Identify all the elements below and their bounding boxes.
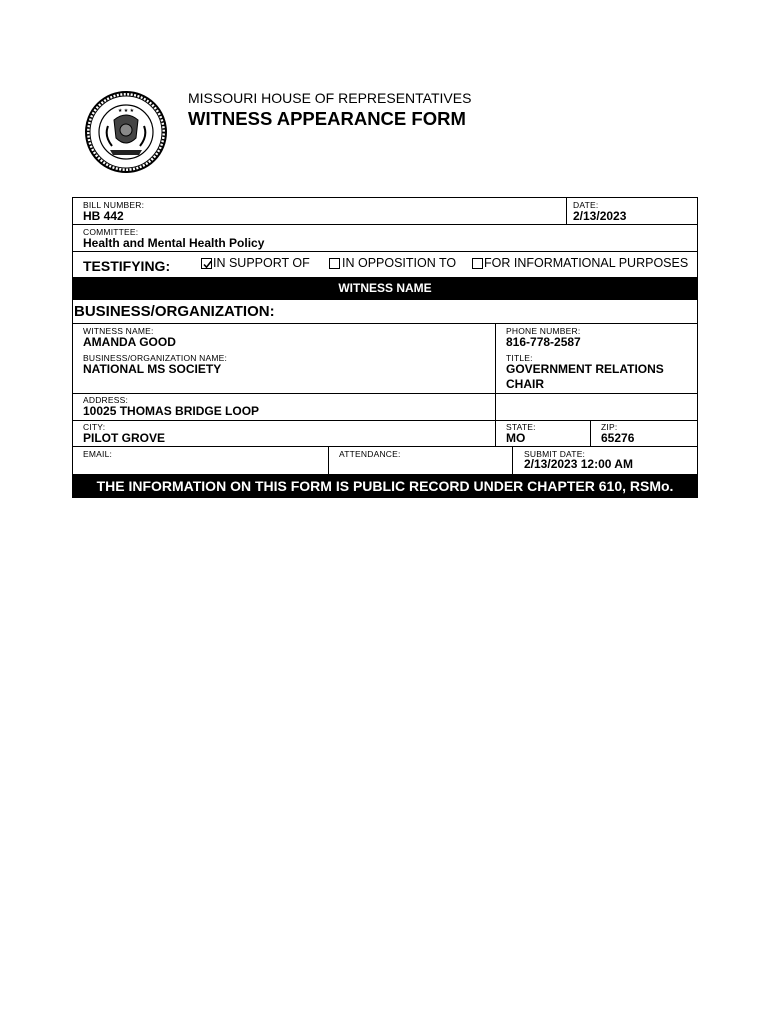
public-record-notice: THE INFORMATION ON THIS FORM IS PUBLIC RECORD UNDER CHAPTER 610, RSMo. (72, 474, 698, 498)
title-value-line1: GOVERNMENT RELATIONS (506, 362, 664, 376)
witness-name-bar: WITNESS NAME (72, 277, 698, 300)
business-name-label: BUSINESS/ORGANIZATION NAME: (83, 353, 228, 363)
divider (590, 420, 591, 446)
form-title: WITNESS APPEARANCE FORM (188, 108, 466, 129)
email-label: EMAIL: (83, 449, 113, 459)
zip-label: ZIP: (601, 422, 618, 432)
witness-name-label: WITNESS NAME: (83, 326, 154, 336)
bill-number-label: BILL NUMBER: (83, 200, 145, 210)
date-label: DATE: (573, 200, 599, 210)
title-value-line2: CHAIR (506, 377, 544, 391)
bill-number-value: HB 442 (83, 209, 124, 223)
divider (495, 420, 496, 446)
divider (72, 420, 698, 421)
phone-number-label: PHONE NUMBER: (506, 326, 581, 336)
divider (512, 446, 513, 474)
city-label: CITY: (83, 422, 106, 432)
divider (566, 197, 567, 224)
submit-date-label: SUBMIT DATE: (524, 449, 586, 459)
title-label: TITLE: (506, 353, 533, 363)
business-organization-heading: BUSINESS/ORGANIZATION: (74, 303, 275, 320)
business-name-value: NATIONAL MS SOCIETY (83, 362, 222, 376)
opposition-option-label: IN OPPOSITION TO (342, 256, 457, 270)
informational-option-label: FOR INFORMATIONAL PURPOSES (484, 256, 689, 270)
state-label: STATE: (506, 422, 536, 432)
organization-name: MISSOURI HOUSE OF REPRESENTATIVES (188, 90, 472, 106)
attendance-label: ATTENDANCE: (339, 449, 401, 459)
divider (328, 446, 329, 474)
support-checkbox[interactable] (201, 258, 212, 269)
address-label: ADDRESS: (83, 395, 129, 405)
divider (495, 323, 496, 420)
zip-value: 65276 (601, 431, 635, 445)
phone-number-value: 816-778-2587 (506, 335, 581, 349)
divider (72, 224, 698, 225)
missouri-house-seal-icon (84, 90, 168, 174)
svg-text:★ ★ ★: ★ ★ ★ (117, 108, 135, 114)
divider (72, 446, 698, 447)
support-option-label: IN SUPPORT OF (213, 256, 310, 270)
state-value: MO (506, 431, 526, 445)
divider (72, 251, 698, 252)
date-value: 2/13/2023 (573, 209, 627, 223)
divider (72, 323, 698, 324)
submit-date-value: 2/13/2023 12:00 AM (524, 457, 633, 471)
committee-value: Health and Mental Health Policy (83, 236, 265, 250)
checkmark-icon (202, 259, 213, 270)
city-value: PILOT GROVE (83, 431, 166, 445)
witness-form (72, 197, 698, 498)
witness-name-value: AMANDA GOOD (83, 335, 176, 349)
address-value: 10025 THOMAS BRIDGE LOOP (83, 404, 260, 418)
opposition-checkbox[interactable] (329, 258, 340, 269)
committee-label: COMMITTEE: (83, 227, 139, 237)
informational-checkbox[interactable] (472, 258, 483, 269)
divider (72, 393, 698, 394)
testifying-label: TESTIFYING: (83, 258, 171, 274)
